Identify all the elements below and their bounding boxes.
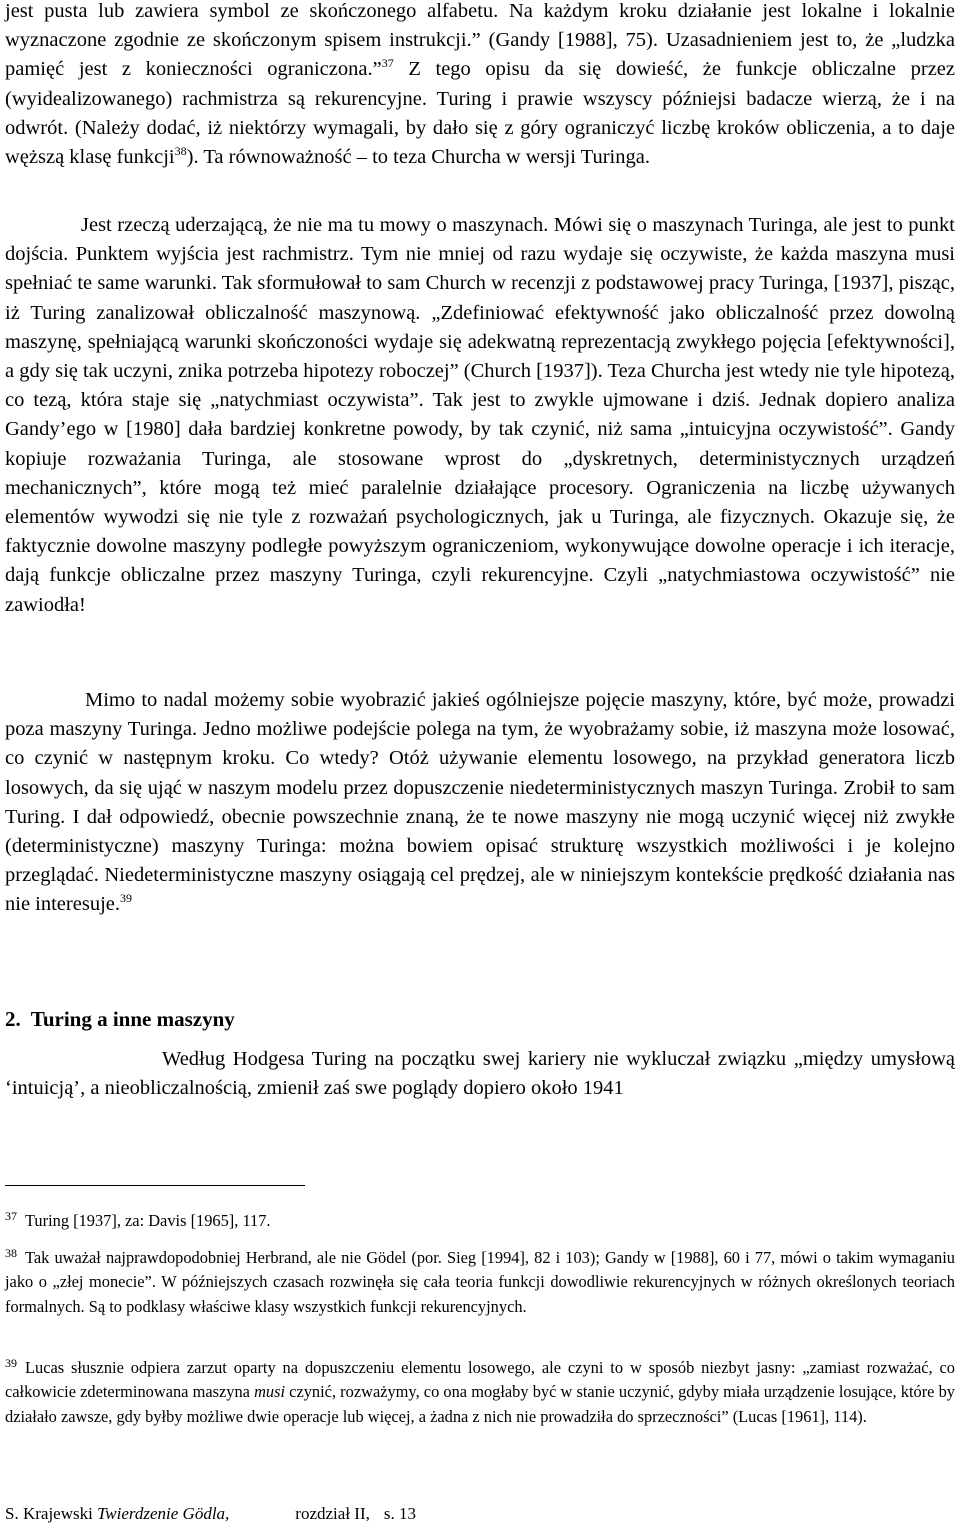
footnote-number-37: 37 (5, 1208, 17, 1223)
section-heading (5, 1004, 235, 1034)
footnote-number-39: 39 (5, 1355, 17, 1370)
paragraph-4: Według Hodgesa Turing na początku swej kariery nie wykluczał związku „między umysłową ‘intuicją’, a nieobliczalnością, zmienił zaś swe poglądy dopiero około 1941 (5, 1048, 955, 1100)
footnote-text-39-b: czynić, rozważymy, co ona mogłaby być w stanie uczynić, gdyby miała urządzenie losujące, które by działało zawsze, gdy byłby możliwe dwie operacje lub więcej, a żadna z nich nie prowadziła do sprzeczności” (Lucas [1961], 114). (5, 1382, 955, 1426)
footer-book-title: Twierdzenie Gödla, (97, 1504, 230, 1523)
footer-page-number: s. 13 (383, 1504, 416, 1523)
footer-chapter: rozdział II, (295, 1504, 370, 1523)
footnote-37 (5, 1209, 955, 1233)
footnote-text-37: Turing [1937], za: Davis [1965], 117. (25, 1211, 271, 1230)
paragraph-1 (5, 0, 955, 172)
footnote-ref-37[interactable]: 37 (381, 56, 394, 71)
section-title: Turing a inne maszyny (30, 1007, 235, 1031)
paragraph-2: Jest rzeczą uderzającą, że nie ma tu mowy o maszynach. Mówi się o maszynach Turinga, ale jest to punkt dojścia. Punktem wyjścia jest rachmistrz. Tym nie mniej od razu wydaje się oczywiste, że każda maszyna musi spełniać te same warunki. Tak sformułował to sam Church w recenzji z podstawowej pracy Turinga, [1937], pisząc, iż Turing zanalizował obliczalność maszynową. „Zdefiniować efektywność jako obliczalność przez dowolną maszynę, spełniającą warunki skończoności wydaje się adekwatną reprezentacją zwykłego pojęcia [efektywności], a gdy się tak uczyni, znika potrzeba hipotezy roboczej” (Church [1937]). Teza Churcha jest wtedy nie tyle hipotezą, co tezą, która staje się „natychmiast oczywista”. Tak jest to zwykle ujmowane i dziś. Jednak dopiero analiza Gandy’ego w [1980] dała bardziej konkretne powody, by tak czynić, niż sama „intuicyjna oczywistość”. Gandy kopiuje rozważania Turinga, ale stosowane wprost do „dyskretnych, deterministycznych urządzeń mechanicznych”, które mogą też mieć paralelnie działające procesory. Ograniczenia na liczbę używanych elementów wywodzi się nie tyle z rozważań psychologicznych, jak u Turinga, ale fizycznych. Okazuje się, że faktycznie dowolne maszyny podległe powyższym ograniczeniom, wykonywujące dowolne operacje i ich iteracje, dają funkcje obliczalne przez maszyny Turinga, czyli rekurencyjne. Czyli „natychmiastowa oczywistość” nie zawiodła! (5, 214, 955, 616)
page-footer (5, 1503, 416, 1525)
footer-author: S. Krajewski (5, 1504, 98, 1523)
section-number: 2. (5, 1007, 21, 1031)
footnote-ref-39[interactable]: 39 (119, 891, 132, 906)
footnote-38 (5, 1246, 955, 1319)
paragraph-1-text-b: Z tego opisu da się dowieść, że funkcje obliczalne przez (wyidealizowanego) rachmistrza są rekurencyjne. Turing i prawie wszyscy późniejsi badacze wierzą, że i na odwrót. (Należy dodać, iż niektórzy wymagali, by dało się z góry ograniczyć liczbę kroków obliczenia, a to daje węższą klasę funkcji (5, 58, 955, 169)
paragraph-3 (5, 686, 955, 920)
footnote-separator (5, 1185, 305, 1186)
paragraph-3-text: Mimo to nadal możemy sobie wyobrazić jakieś ogólniejsze pojęcie maszyny, które, być może, prowadzi poza maszyny Turinga. Jedno możliwe podejście polega na tym, że wyobrażamy sobie, iż maszyna może losować, co czynić w następnym kroku. Co wtedy? Otóż używanie elementu losowego, na przykład generatora liczb losowych, da się ująć w naszym modelu przez dopuszczenie niedeterministycznych maszyn Turinga. Zrobił to sam Turing. I dał odpowiedź, obecnie powszechnie znaną, że te nowe maszyny nie mogą uczynić więcej niż zwykłe (deterministyczne) maszyny Turinga: można bowiem opisać strukturę wszystkich możliwości i je kolejno przeglądać. Niedeterministyczne maszyny osiągają cel prędzej, ale w niniejszym kontekście prędkość działania nas nie interesuje. (5, 689, 955, 916)
footnote-text-39-a: Lucas słusznie odpiera zarzut oparty na dopuszczeniu elementu losowego, ale czyni to w sposób niezbyt jasny: „zamiast rozważać, co całkowicie zdeterminowana maszyna (5, 1358, 955, 1402)
paragraph-1-text-c: ). Ta równoważność – to teza Churcha w wersji Turinga. (186, 146, 650, 169)
footnote-ref-38[interactable]: 38 (174, 144, 187, 159)
footnote-number-38: 38 (5, 1245, 17, 1260)
footnote-39 (5, 1356, 955, 1429)
paragraph-1-text-a: jest pusta lub zawiera symbol ze skończonego alfabetu. Na każdym kroku działanie jest lokalne i lokalnie wyznaczone zgodnie ze skończonym spisem instrukcji.” (Gandy [1988], 75). Uzasadnieniem jest to, że „ludzka pamięć jest z konieczności ograniczona.” (5, 0, 955, 81)
footnote-text-38: Tak uważał najprawdopodobniej Herbrand, ale nie Gödel (por. Sieg [1994], 82 i 103); Gandy w [1988], 60 i 77, mówi o takim wymaganiu jako o „złej monecie”. W późniejszych czasach rozwinęła się cała teoria funkcji dowodliwie rekurencyjnych w różnych określonych teoriach formalnych. Są to podklasy właściwe klasy wszystkich funkcji rekurencyjnych. (5, 1248, 955, 1316)
footnote-text-39-emphasis: musi (254, 1382, 286, 1402)
